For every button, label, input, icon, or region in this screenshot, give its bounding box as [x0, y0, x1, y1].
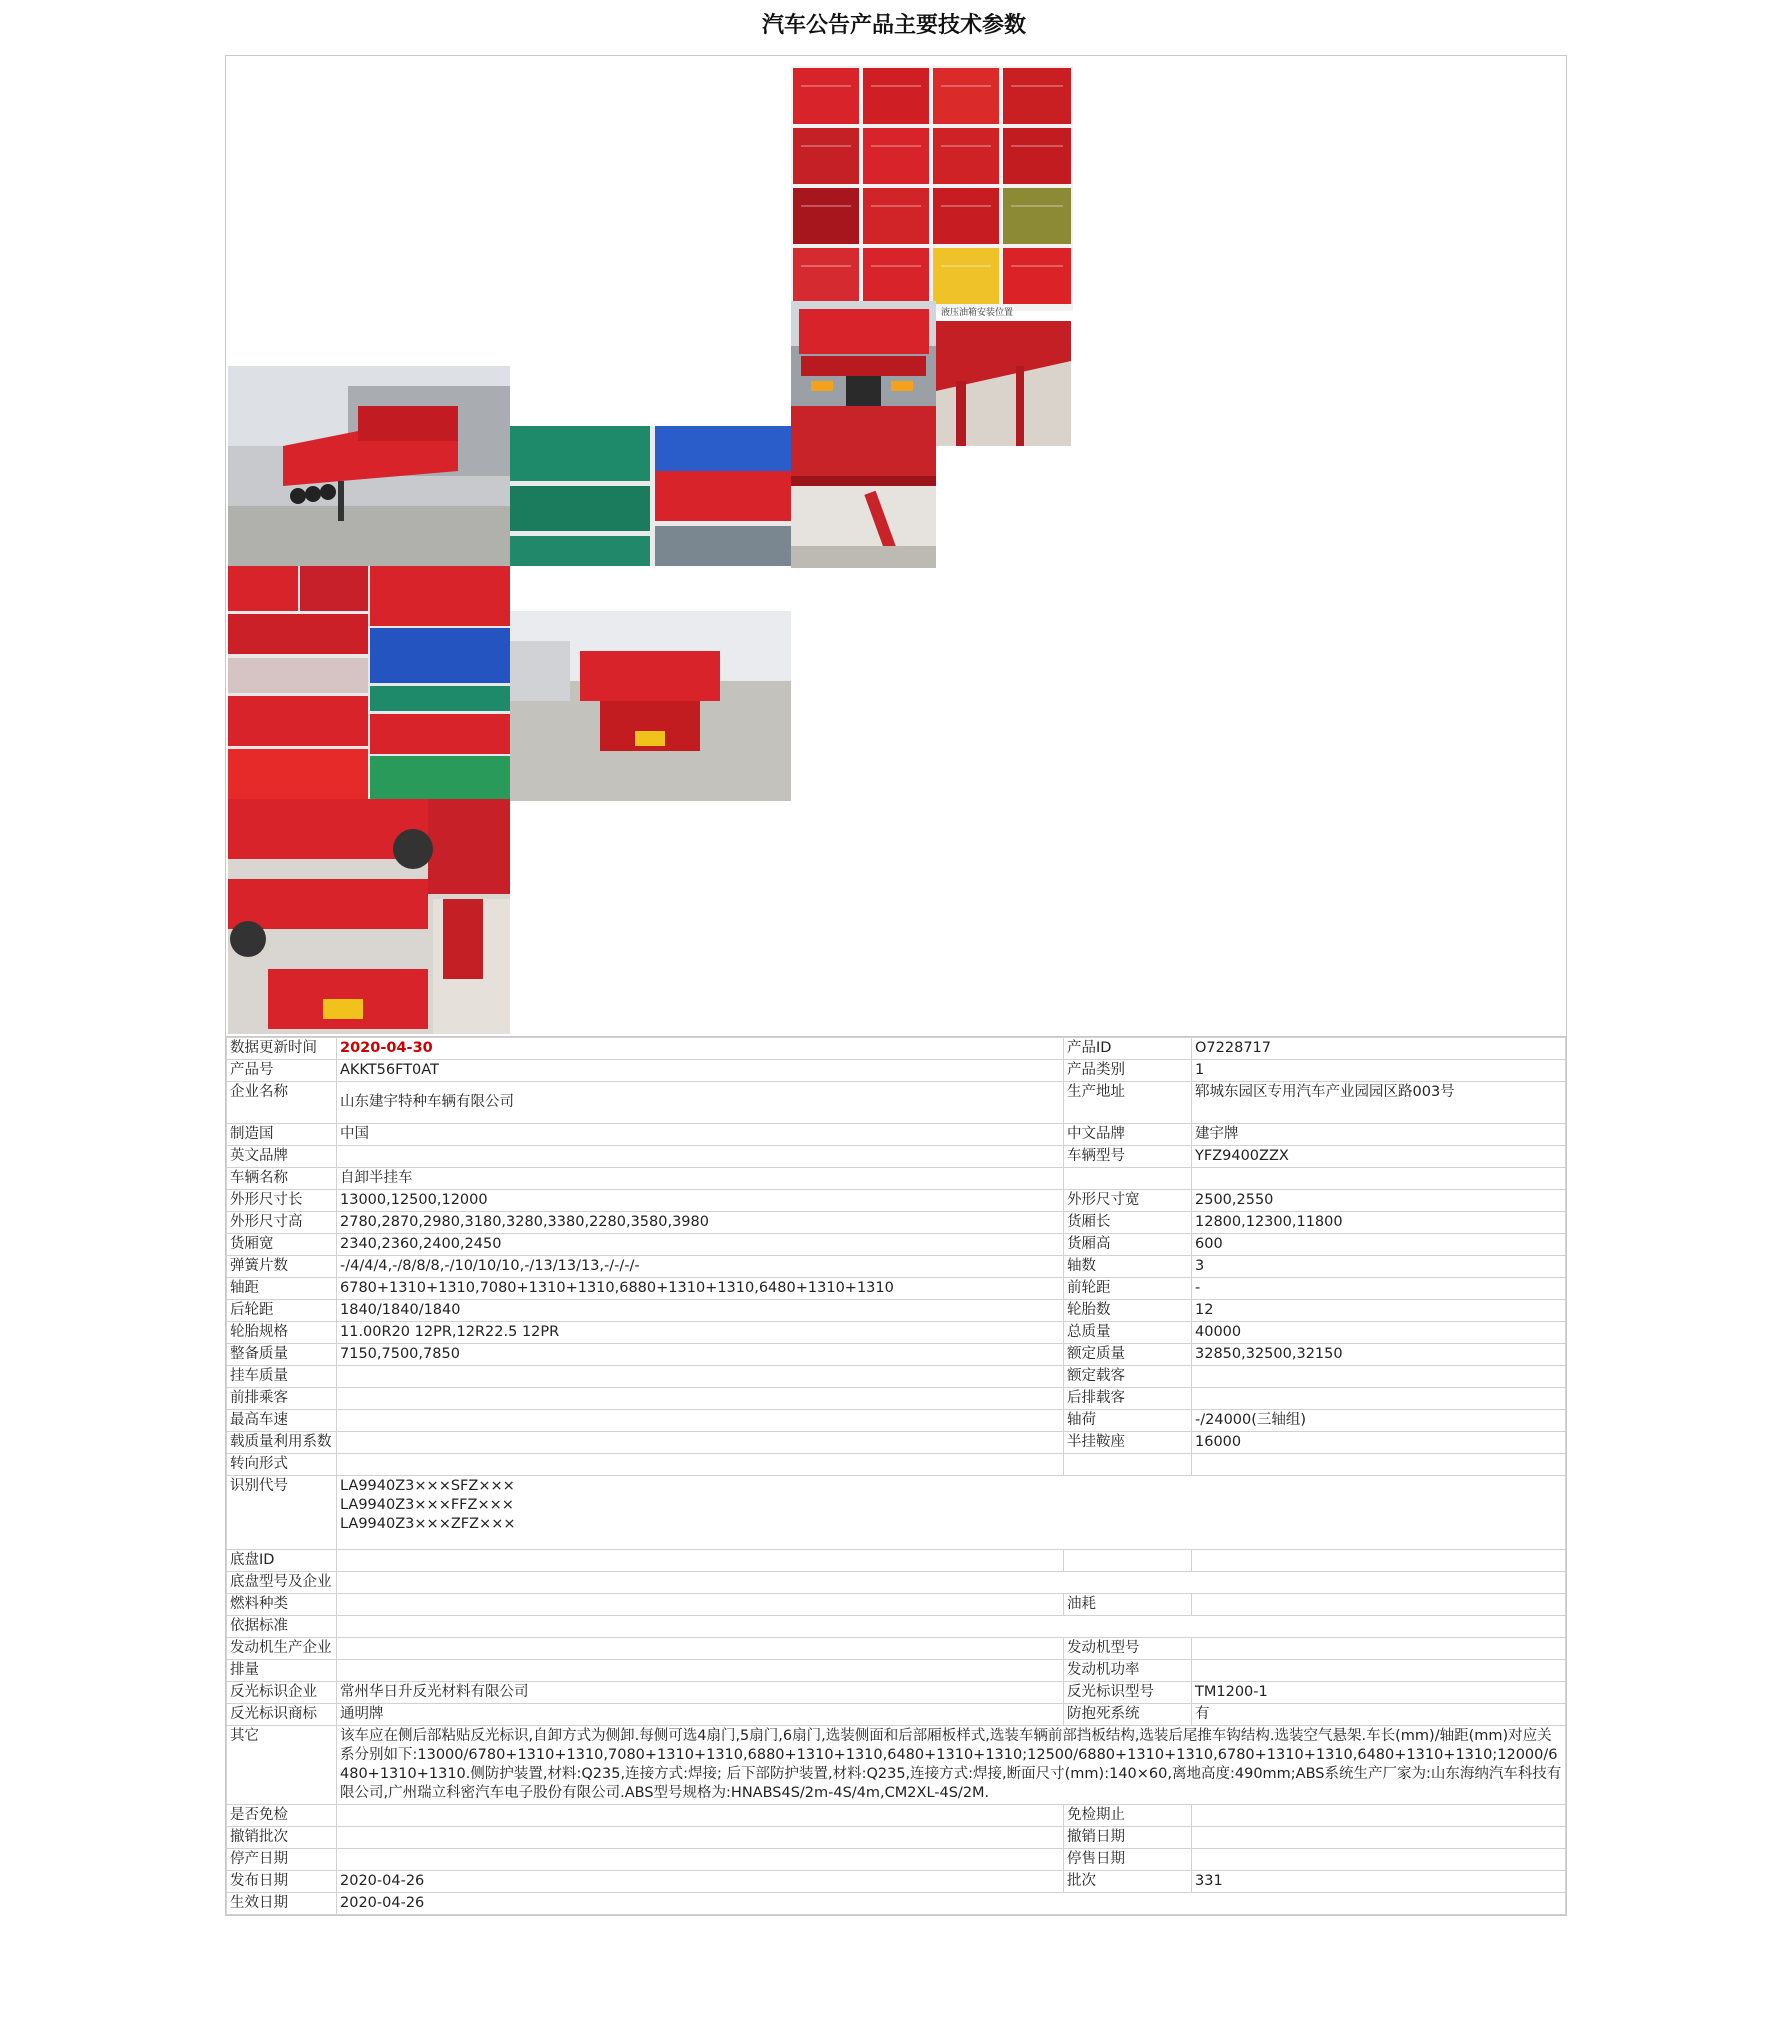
- field-label: 货厢高: [1064, 1234, 1192, 1256]
- trailer-axle-detail-collage: [791, 406, 936, 568]
- table-row: [227, 1682, 1566, 1704]
- field-value: 12800,12300,11800: [1192, 1212, 1566, 1234]
- field-label: 底盘ID: [227, 1550, 337, 1572]
- table-row: [227, 1212, 1566, 1234]
- field-value: [1192, 1168, 1566, 1190]
- table-row: [227, 1616, 1566, 1638]
- field-label: 企业名称: [227, 1082, 337, 1124]
- trailer-door-samples-collage: [791, 66, 1073, 311]
- field-value: [337, 1454, 1064, 1476]
- field-label: 整备质量: [227, 1344, 337, 1366]
- field-label: 后排载客: [1064, 1388, 1192, 1410]
- field-value: AKKT56FT0AT: [337, 1060, 1064, 1082]
- field-label: 后轮距: [227, 1300, 337, 1322]
- field-value: 2020-04-30: [337, 1038, 1064, 1060]
- field-value: [1192, 1638, 1566, 1660]
- field-value: 山东建宇特种车辆有限公司: [337, 1082, 1064, 1124]
- table-row: [227, 1454, 1566, 1476]
- product-photo-gallery: [226, 56, 1566, 1037]
- field-value: 1840/1840/1840: [337, 1300, 1064, 1322]
- field-value: 1: [1192, 1060, 1566, 1082]
- field-value: 7150,7500,7850: [337, 1344, 1064, 1366]
- page-title: 汽车公告产品主要技术参数: [761, 13, 1026, 38]
- table-row: [227, 1660, 1566, 1682]
- field-label: 是否免检: [227, 1805, 337, 1827]
- field-value: 2020-04-26: [337, 1871, 1064, 1893]
- field-value: 2340,2360,2400,2450: [337, 1234, 1064, 1256]
- table-row: [227, 1190, 1566, 1212]
- field-value: 郓城东园区专用汽车产业园园区路003号: [1192, 1082, 1566, 1124]
- table-row: [227, 1038, 1566, 1060]
- standard-value: [337, 1616, 1566, 1638]
- field-label: 反光标识企业: [227, 1682, 337, 1704]
- effective-date-value: 2020-04-26: [337, 1893, 1566, 1915]
- field-value: O7228717: [1192, 1038, 1566, 1060]
- field-label: 撤销日期: [1064, 1827, 1192, 1849]
- field-label: 批次: [1064, 1871, 1192, 1893]
- field-label: 外形尺寸长: [227, 1190, 337, 1212]
- field-value: [1192, 1849, 1566, 1871]
- field-value: 32850,32500,32150: [1192, 1344, 1566, 1366]
- table-row: [227, 1388, 1566, 1410]
- field-label: 中文品牌: [1064, 1124, 1192, 1146]
- table-row: [227, 1871, 1566, 1893]
- field-label: 停售日期: [1064, 1849, 1192, 1871]
- vin-line: LA9940Z3×××FFZ×××: [340, 1497, 514, 1513]
- field-label: 反光标识型号: [1064, 1682, 1192, 1704]
- field-value: [337, 1638, 1064, 1660]
- field-label: 前轮距: [1064, 1278, 1192, 1300]
- field-value: 3: [1192, 1256, 1566, 1278]
- field-label: 发布日期: [227, 1871, 337, 1893]
- field-value: 自卸半挂车: [337, 1168, 1064, 1190]
- field-label: 最高车速: [227, 1410, 337, 1432]
- trailer-rear-view-photo: [510, 611, 791, 801]
- table-row: [227, 1344, 1566, 1366]
- field-label: 额定质量: [1064, 1344, 1192, 1366]
- other-text: 该车应在侧后部粘贴反光标识,自卸方式为侧卸.每侧可选4扇门,5扇门,6扇门,选装侧面和后部厢板样式,选装车辆前部挡板结构,选装后尾推车钩结构.选装空气悬架.车长(mm)/轴距(mm)对应关系分别如下:13000/6780+1310+1310,7080+1310+1310,6880+1310+1310,6480+1310+1310;12500/6880+1310+1310,6780+1310+1310,6480+1310+1310;12000/6480+1310+1310.侧防护装置,材料:Q235,连接方式:焊接; 后下部防护装置,材料:Q235,连接方式:焊接,断面尺寸(mm):140×60,离地高度:490mm;ABS系统生产厂家为:山东海纳汽车科技有限公司,广州瑞立科密汽车电子股份有限公司.ABS型号规格为:HNABS4S/2m-4S/4m,CM2XL-4S/2M.: [337, 1726, 1566, 1805]
- table-row: [227, 1256, 1566, 1278]
- field-value: 6780+1310+1310,7080+1310+1310,6880+1310+1310,6480+1310+1310: [337, 1278, 1064, 1300]
- field-label: 数据更新时间: [227, 1038, 337, 1060]
- field-label: 轴距: [227, 1278, 337, 1300]
- field-value: [337, 1410, 1064, 1432]
- field-label: 英文品牌: [227, 1146, 337, 1168]
- field-value: 2780,2870,2980,3180,3280,3380,2280,3580,3980: [337, 1212, 1064, 1234]
- table-row: [227, 1366, 1566, 1388]
- field-label: 油耗: [1064, 1594, 1192, 1616]
- field-value: 有: [1192, 1704, 1566, 1726]
- table-row: [227, 1168, 1566, 1190]
- field-label: 轮胎规格: [227, 1322, 337, 1344]
- field-value: [1192, 1805, 1566, 1827]
- table-row: [227, 1082, 1566, 1124]
- table-row: [227, 1234, 1566, 1256]
- field-label: 载质量利用系数: [227, 1432, 337, 1454]
- field-value: [337, 1849, 1064, 1871]
- field-label: 防抱死系统: [1064, 1704, 1192, 1726]
- table-row: [227, 1594, 1566, 1616]
- field-label: 排量: [227, 1660, 337, 1682]
- table-row: [227, 1300, 1566, 1322]
- field-value: [337, 1388, 1064, 1410]
- table-row: [227, 1550, 1566, 1572]
- field-value: TM1200-1: [1192, 1682, 1566, 1704]
- field-label: 制造国: [227, 1124, 337, 1146]
- trailer-underframe-photo: [936, 308, 1071, 446]
- table-row: [227, 1893, 1566, 1915]
- field-value: YFZ9400ZZX: [1192, 1146, 1566, 1168]
- field-value: -/4/4/4,-/8/8/8,-/10/10/10,-/13/13/13,-/-/-/-: [337, 1256, 1064, 1278]
- field-value: 建宇牌: [1192, 1124, 1566, 1146]
- table-row: [227, 1827, 1566, 1849]
- field-label: 货厢长: [1064, 1212, 1192, 1234]
- field-label: 轴数: [1064, 1256, 1192, 1278]
- table-row: [227, 1146, 1566, 1168]
- trailer-color-variants-collage: [510, 426, 791, 566]
- field-value: [337, 1594, 1064, 1616]
- field-value: [337, 1432, 1064, 1454]
- table-row: [227, 1060, 1566, 1082]
- field-label: 撤销批次: [227, 1827, 337, 1849]
- field-value: [337, 1660, 1064, 1682]
- field-value: [1192, 1594, 1566, 1616]
- standard-label: 依据标准: [227, 1616, 337, 1638]
- field-value: [337, 1827, 1064, 1849]
- field-label: 弹簧片数: [227, 1256, 337, 1278]
- table-row: [227, 1410, 1566, 1432]
- field-value: [337, 1550, 1064, 1572]
- field-value: 常州华日升反光材料有限公司: [337, 1682, 1064, 1704]
- spec-sheet: [225, 55, 1567, 1916]
- field-label: 产品ID: [1064, 1038, 1192, 1060]
- table-row: [227, 1124, 1566, 1146]
- field-label: 半挂鞍座: [1064, 1432, 1192, 1454]
- field-label: 轴荷: [1064, 1410, 1192, 1432]
- field-label: 停产日期: [227, 1849, 337, 1871]
- field-label: 前排乘客: [227, 1388, 337, 1410]
- vin-line: LA9940Z3×××SFZ×××: [340, 1478, 515, 1494]
- field-label: [1064, 1454, 1192, 1476]
- table-row: [227, 1278, 1566, 1300]
- field-value: 通明牌: [337, 1704, 1064, 1726]
- table-row: [227, 1638, 1566, 1660]
- field-label: 产品号: [227, 1060, 337, 1082]
- field-value: 11.00R20 12PR,12R22.5 12PR: [337, 1322, 1064, 1344]
- chassis-label: 底盘型号及企业: [227, 1572, 337, 1594]
- vin-values: [337, 1476, 1566, 1550]
- field-value: [337, 1146, 1064, 1168]
- field-label: 外形尺寸宽: [1064, 1190, 1192, 1212]
- field-value: 2500,2550: [1192, 1190, 1566, 1212]
- field-label: 免检期止: [1064, 1805, 1192, 1827]
- spec-table: [226, 1037, 1566, 1915]
- trailer-side-view-photo: [228, 366, 510, 566]
- field-label: 生产地址: [1064, 1082, 1192, 1124]
- field-value: 40000: [1192, 1322, 1566, 1344]
- vin-line: LA9940Z3×××ZFZ×××: [340, 1516, 516, 1532]
- small-caption: 液压油箱安装位置: [941, 308, 1014, 318]
- field-value: [1192, 1388, 1566, 1410]
- field-label: 货厢宽: [227, 1234, 337, 1256]
- table-row: [227, 1432, 1566, 1454]
- field-label: 总质量: [1064, 1322, 1192, 1344]
- field-label: 额定载客: [1064, 1366, 1192, 1388]
- field-value: 13000,12500,12000: [337, 1190, 1064, 1212]
- field-label: 转向形式: [227, 1454, 337, 1476]
- field-label: 挂车质量: [227, 1366, 337, 1388]
- other-label: 其它: [227, 1726, 337, 1805]
- field-value: [1192, 1660, 1566, 1682]
- field-value: -: [1192, 1278, 1566, 1300]
- trailer-rear-lights-photo: [791, 301, 936, 406]
- field-label: [1064, 1550, 1192, 1572]
- field-label: 外形尺寸高: [227, 1212, 337, 1234]
- field-value: [1192, 1550, 1566, 1572]
- field-label: 轮胎数: [1064, 1300, 1192, 1322]
- table-row: [227, 1476, 1566, 1550]
- table-row: [227, 1322, 1566, 1344]
- effective-date-label: 生效日期: [227, 1893, 337, 1915]
- table-row: [227, 1726, 1566, 1805]
- field-value: -/24000(三轴组): [1192, 1410, 1566, 1432]
- field-label: 发动机生产企业: [227, 1638, 337, 1660]
- vin-label: 识别代号: [227, 1476, 337, 1550]
- field-value: [337, 1366, 1064, 1388]
- field-label: 发动机型号: [1064, 1638, 1192, 1660]
- field-label: 反光标识商标: [227, 1704, 337, 1726]
- field-value: 16000: [1192, 1432, 1566, 1454]
- field-value: [1192, 1454, 1566, 1476]
- field-label: 车辆型号: [1064, 1146, 1192, 1168]
- trailer-label-collage: [228, 566, 510, 799]
- field-value: 中国: [337, 1124, 1064, 1146]
- field-value: 12: [1192, 1300, 1566, 1322]
- field-label: [1064, 1168, 1192, 1190]
- field-value: [337, 1805, 1064, 1827]
- field-value: 331: [1192, 1871, 1566, 1893]
- field-label: 车辆名称: [227, 1168, 337, 1190]
- field-label: 发动机功率: [1064, 1660, 1192, 1682]
- field-value: [1192, 1827, 1566, 1849]
- table-row: [227, 1849, 1566, 1871]
- chassis-value: [337, 1572, 1566, 1594]
- table-row: [227, 1572, 1566, 1594]
- table-row: [227, 1704, 1566, 1726]
- field-label: 燃料种类: [227, 1594, 337, 1616]
- table-row: [227, 1805, 1566, 1827]
- field-value: 600: [1192, 1234, 1566, 1256]
- trailer-rear-panels-collage: [228, 799, 510, 1034]
- field-label: 产品类别: [1064, 1060, 1192, 1082]
- field-value: [1192, 1366, 1566, 1388]
